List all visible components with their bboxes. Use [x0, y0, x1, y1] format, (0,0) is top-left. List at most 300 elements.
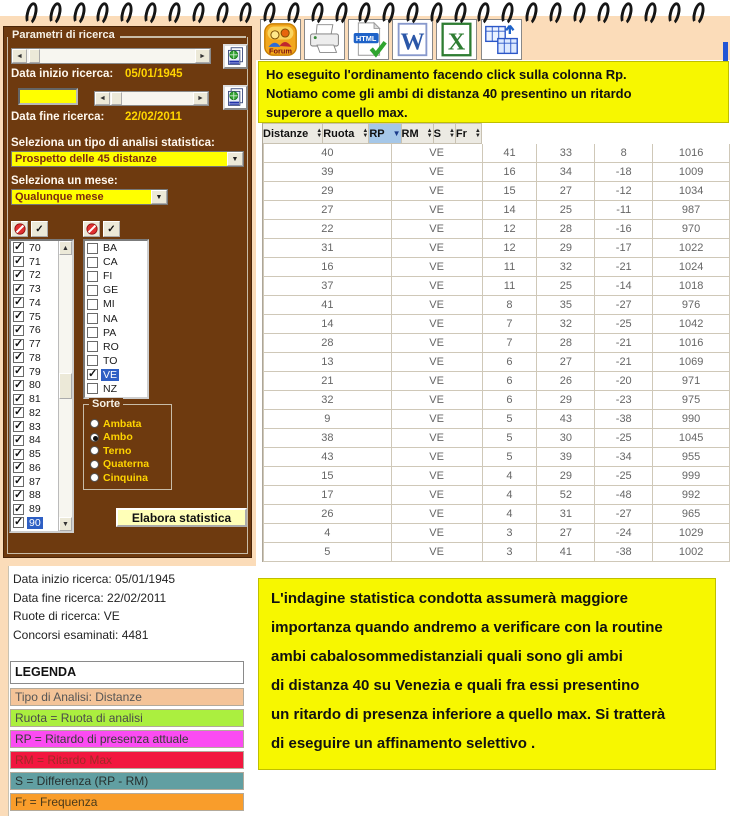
scrollbar-thumb[interactable]	[111, 92, 122, 105]
cell-rp: 8	[483, 296, 538, 315]
cell-rp: 11	[483, 277, 538, 296]
table-header-row	[263, 123, 730, 144]
table-row[interactable]	[263, 543, 730, 562]
radio-icon[interactable]	[90, 419, 99, 428]
legend-item: RM = Ritardo Max	[10, 751, 244, 769]
cell-ruota: VE	[392, 543, 483, 562]
wheel-label: VE	[103, 368, 118, 381]
pages-globe-icon	[225, 87, 246, 108]
wheel-label: CA	[103, 256, 118, 269]
number-label: 76	[29, 324, 41, 337]
radio-icon[interactable]	[90, 460, 99, 469]
cell-distanze: 31	[263, 239, 392, 258]
legend-title: LEGENDA	[10, 661, 244, 684]
wheel-label: PA	[103, 326, 117, 339]
cell-fr: 1029	[653, 524, 730, 543]
checkbox-icon[interactable]	[13, 284, 24, 295]
number-list-item[interactable]	[11, 324, 58, 338]
numbers-select-all-button[interactable]	[31, 221, 48, 237]
summary-line: Data inizio ricerca: 05/01/1945	[13, 572, 176, 586]
cell-distanze: 5	[263, 543, 392, 562]
number-list-item[interactable]	[11, 447, 58, 461]
checkbox-icon[interactable]	[87, 257, 98, 268]
number-label: 87	[29, 475, 41, 488]
cell-rp: 6	[483, 391, 538, 410]
column-header-label: Distanze	[263, 127, 309, 140]
wheel-list-item[interactable]	[85, 368, 147, 382]
cell-s: -16	[595, 220, 653, 239]
analysis-type-label: Seleziona un tipo di analisi statistica:	[11, 137, 215, 149]
table-body	[263, 144, 730, 562]
sorte-option[interactable]	[84, 444, 171, 458]
cell-rp: 6	[483, 353, 538, 372]
cell-ruota: VE	[392, 372, 483, 391]
wheel-list-item[interactable]	[85, 297, 147, 311]
cell-fr: 992	[653, 486, 730, 505]
table-row[interactable]	[263, 448, 730, 467]
wheels-deselect-all-button[interactable]	[83, 221, 100, 237]
cell-fr: 1045	[653, 429, 730, 448]
cell-s: -14	[595, 277, 653, 296]
table-row[interactable]	[263, 391, 730, 410]
cell-ruota: VE	[392, 182, 483, 201]
cell-rp: 5	[483, 410, 538, 429]
cell-distanze: 27	[263, 201, 392, 220]
cell-fr: 970	[653, 220, 730, 239]
number-list-item[interactable]	[11, 241, 58, 255]
wheel-list-item[interactable]	[85, 241, 147, 255]
column-header[interactable]	[263, 123, 323, 144]
checkbox-icon[interactable]	[87, 327, 98, 338]
column-header[interactable]	[434, 123, 456, 144]
spiral-binding	[0, 0, 730, 30]
scrollbar-track[interactable]	[59, 255, 72, 517]
checkbox-icon[interactable]	[13, 449, 24, 460]
number-list-item[interactable]	[11, 337, 58, 351]
table-row[interactable]	[263, 315, 730, 334]
scrollbar-thumb[interactable]	[59, 373, 72, 399]
svg-text:W: W	[400, 29, 425, 56]
column-header[interactable]	[456, 123, 482, 144]
start-date-label: Data inizio ricerca:	[11, 68, 114, 80]
checkbox-icon[interactable]	[13, 352, 24, 363]
checkbox-icon[interactable]	[13, 462, 24, 473]
checkbox-icon[interactable]	[13, 270, 24, 281]
number-label: 77	[29, 338, 41, 351]
cell-rm: 25	[537, 201, 595, 220]
cell-rp: 7	[483, 315, 538, 334]
number-list-item[interactable]	[11, 296, 58, 310]
cell-rp: 5	[483, 429, 538, 448]
number-label: 79	[29, 365, 41, 378]
cell-distanze: 14	[263, 315, 392, 334]
start-date-value: 05/01/1945	[125, 68, 183, 80]
wheels-listbox[interactable]	[83, 239, 149, 399]
number-label: 72	[29, 269, 41, 282]
cell-ruota: VE	[392, 220, 483, 239]
wheel-label: BA	[103, 242, 118, 255]
table-row[interactable]	[263, 220, 730, 239]
end-date-label: Data fine ricerca:	[11, 111, 105, 123]
cell-ruota: VE	[392, 315, 483, 334]
cell-s: -25	[595, 429, 653, 448]
number-label: 83	[29, 420, 41, 433]
cell-distanze: 15	[263, 467, 392, 486]
archive-button-2[interactable]	[223, 85, 248, 110]
date-input[interactable]	[18, 88, 78, 105]
note-line: Ho eseguito l'ordinamento facendo click sulla colonna Rp.	[266, 67, 627, 82]
cell-rm: 29	[537, 239, 595, 258]
wheel-list-item[interactable]	[85, 382, 147, 396]
cell-s: -21	[595, 258, 653, 277]
checkbox-icon[interactable]	[13, 242, 24, 253]
cell-ruota: VE	[392, 429, 483, 448]
checkbox-icon[interactable]	[13, 366, 24, 377]
month-value: Qualunque mese	[15, 191, 104, 203]
cell-distanze: 9	[263, 410, 392, 429]
legend-item: Ruota = Ruota di analisi	[10, 709, 244, 727]
column-header[interactable]	[402, 123, 434, 144]
analysis-type-dropdown[interactable]	[11, 151, 244, 167]
cell-rm: 35	[537, 296, 595, 315]
checkbox-icon[interactable]	[13, 407, 24, 418]
cell-rp: 14	[483, 201, 538, 220]
checkbox-icon[interactable]	[13, 325, 24, 336]
column-header[interactable]	[369, 123, 401, 144]
cell-ruota: VE	[392, 334, 483, 353]
start-date-scrollbar[interactable]	[11, 48, 211, 64]
sorte-groupbox	[83, 398, 172, 490]
block-icon	[14, 223, 26, 235]
cell-fr: 1016	[653, 144, 730, 163]
number-list-item[interactable]	[11, 282, 58, 296]
end-date-value: 22/02/2011	[125, 111, 182, 123]
sort-both-icon: ▲ ▼	[362, 127, 369, 139]
table-row[interactable]	[263, 277, 730, 296]
checkbox-icon[interactable]	[13, 394, 24, 405]
wheel-label: RO	[103, 340, 119, 353]
wheel-list-item[interactable]	[85, 340, 147, 354]
parameters-panel	[3, 26, 252, 558]
number-list-item[interactable]	[11, 269, 58, 283]
table-row[interactable]	[263, 467, 730, 486]
check-icon: ✓	[107, 223, 116, 235]
annotation-note-bottom	[258, 578, 716, 770]
cell-distanze: 22	[263, 220, 392, 239]
table-row[interactable]	[263, 182, 730, 201]
scroll-down-arrow-icon[interactable]: ▼	[59, 517, 72, 531]
table-row[interactable]	[263, 486, 730, 505]
cell-distanze: 37	[263, 277, 392, 296]
wheel-list-item[interactable]	[85, 283, 147, 297]
sorte-option[interactable]	[84, 458, 171, 472]
checkbox-icon[interactable]	[87, 285, 98, 296]
checkbox-icon[interactable]	[13, 380, 24, 391]
groupbox-line	[120, 36, 246, 38]
number-label: 82	[29, 406, 41, 419]
wheel-list-item[interactable]	[85, 269, 147, 283]
cell-distanze: 41	[263, 296, 392, 315]
results-table	[262, 123, 730, 562]
checkbox-icon[interactable]	[87, 355, 98, 366]
sorte-title: Sorte	[89, 398, 123, 410]
numbers-scrollbar[interactable]	[58, 241, 72, 531]
scroll-right-arrow-icon[interactable]: ►	[195, 49, 210, 63]
checkbox-icon[interactable]	[13, 256, 24, 267]
sorte-option-label: Cinquina	[103, 471, 148, 484]
number-label: 89	[29, 503, 41, 516]
cell-rm: 29	[537, 467, 595, 486]
number-label: 90	[29, 516, 41, 529]
table-row[interactable]	[263, 410, 730, 429]
cell-rp: 41	[483, 144, 538, 163]
cell-ruota: VE	[392, 467, 483, 486]
number-list-item[interactable]	[11, 489, 58, 503]
cell-s: -21	[595, 334, 653, 353]
number-list-item[interactable]	[11, 434, 58, 448]
cell-fr: 1018	[653, 277, 730, 296]
number-list-item[interactable]	[11, 379, 58, 393]
cell-s: -48	[595, 486, 653, 505]
checkbox-icon[interactable]	[13, 421, 24, 432]
cell-fr: 965	[653, 505, 730, 524]
scroll-up-arrow-icon[interactable]: ▲	[59, 241, 72, 255]
number-list-item[interactable]	[11, 310, 58, 324]
table-row[interactable]	[263, 239, 730, 258]
cell-rp: 3	[483, 543, 538, 562]
legend-item: Tipo di Analisi: Distanze	[10, 688, 244, 706]
cell-rm: 31	[537, 505, 595, 524]
cell-fr: 1069	[653, 353, 730, 372]
number-list-item[interactable]	[11, 516, 58, 530]
end-date-scrollbar[interactable]	[94, 91, 209, 106]
cell-fr: 1034	[653, 182, 730, 201]
checkbox-icon[interactable]	[87, 299, 98, 310]
column-header-label: Ruota	[323, 127, 355, 140]
radio-icon[interactable]	[90, 433, 99, 442]
legend-item: S = Differenza (RP - RM)	[10, 772, 244, 790]
checkbox-icon[interactable]	[87, 383, 98, 394]
cell-distanze: 16	[263, 258, 392, 277]
column-header-label: Fr	[455, 127, 467, 140]
number-label: 84	[29, 434, 41, 447]
scroll-right-arrow-icon[interactable]: ►	[193, 92, 208, 105]
column-header[interactable]	[323, 123, 369, 144]
block-icon	[86, 223, 98, 235]
cell-rm: 32	[537, 258, 595, 277]
cell-rm: 27	[537, 182, 595, 201]
checkbox-icon[interactable]	[13, 517, 24, 528]
sort-both-icon: ▲ ▼	[448, 127, 455, 139]
number-list-item[interactable]	[11, 475, 58, 489]
scrollbar-track[interactable]	[110, 92, 193, 105]
sort-both-icon: ▲ ▼	[316, 127, 323, 139]
note-line: importanza quando andremo a verificare con la routine	[271, 619, 663, 636]
number-label: 73	[29, 283, 41, 296]
table-row[interactable]	[263, 353, 730, 372]
radio-icon[interactable]	[90, 473, 99, 482]
scrollbar-thumb[interactable]	[29, 49, 40, 63]
note-line: un ritardo di presenza inferiore a quello max. Si tratterà	[271, 706, 666, 723]
cell-ruota: VE	[392, 448, 483, 467]
sorte-option-label: Ambo	[103, 431, 133, 444]
cell-fr: 1009	[653, 163, 730, 182]
sorte-option-label: Terno	[103, 444, 132, 457]
number-list-item[interactable]	[11, 420, 58, 434]
cell-s: -25	[595, 467, 653, 486]
cell-ruota: VE	[392, 258, 483, 277]
table-row[interactable]	[263, 144, 730, 163]
scroll-left-arrow-icon[interactable]: ◄	[12, 49, 27, 63]
checkbox-icon[interactable]	[87, 271, 98, 282]
cell-fr: 999	[653, 467, 730, 486]
number-label: 81	[29, 393, 41, 406]
table-row[interactable]	[263, 296, 730, 315]
page-left-strip	[0, 566, 9, 816]
cell-distanze: 26	[263, 505, 392, 524]
number-list-item[interactable]	[11, 502, 58, 516]
table-row[interactable]	[263, 524, 730, 543]
number-list-item[interactable]	[11, 255, 58, 269]
cell-s: -38	[595, 543, 653, 562]
cell-s: -24	[595, 524, 653, 543]
number-label: 74	[29, 296, 41, 309]
cell-fr: 975	[653, 391, 730, 410]
table-row[interactable]	[263, 372, 730, 391]
checkbox-icon[interactable]	[13, 476, 24, 487]
archive-button[interactable]	[223, 44, 248, 69]
number-list-item[interactable]	[11, 351, 58, 365]
summary-line: Data fine ricerca: 22/02/2011	[13, 590, 167, 605]
cell-rm: 27	[537, 524, 595, 543]
elabora-statistica-button[interactable]: Elabora statistica	[116, 508, 247, 527]
cell-fr: 1022	[653, 239, 730, 258]
sort-desc-icon: ▼	[392, 129, 401, 138]
cell-rm: 52	[537, 486, 595, 505]
wheels-select-all-button[interactable]	[103, 221, 120, 237]
number-label: 78	[29, 351, 41, 364]
cell-s: -27	[595, 505, 653, 524]
cell-s: -38	[595, 410, 653, 429]
note-line: superore a quello max.	[266, 105, 408, 120]
cell-rm: 41	[537, 543, 595, 562]
pages-globe-icon	[225, 46, 246, 67]
annotation-note-top	[258, 61, 729, 123]
cell-fr: 955	[653, 448, 730, 467]
cell-fr: 1042	[653, 315, 730, 334]
table-row[interactable]	[263, 201, 730, 220]
cell-rm: 30	[537, 429, 595, 448]
checkbox-icon[interactable]	[87, 243, 98, 254]
svg-text:X: X	[447, 29, 466, 56]
radio-icon[interactable]	[90, 446, 99, 455]
sorte-option[interactable]	[84, 417, 171, 431]
cell-rp: 7	[483, 334, 538, 353]
checkbox-icon[interactable]	[87, 369, 98, 380]
sorte-option[interactable]	[84, 471, 171, 485]
cell-fr: 1016	[653, 334, 730, 353]
cell-s: 8	[595, 144, 653, 163]
checkbox-icon[interactable]	[13, 297, 24, 308]
table-row[interactable]	[263, 258, 730, 277]
note-line: di eseguire un affinamento selettivo .	[271, 735, 536, 752]
cell-fr: 987	[653, 201, 730, 220]
wheel-label: NA	[103, 312, 118, 325]
cell-ruota: VE	[392, 391, 483, 410]
number-list-item[interactable]	[11, 461, 58, 475]
checkbox-icon[interactable]	[87, 341, 98, 352]
number-label: 71	[29, 255, 41, 268]
number-list-item[interactable]	[11, 406, 58, 420]
cell-rm: 25	[537, 277, 595, 296]
checkbox-icon[interactable]	[13, 504, 24, 515]
cell-ruota: VE	[392, 524, 483, 543]
cell-distanze: 39	[263, 163, 392, 182]
cell-rm: 43	[537, 410, 595, 429]
checkbox-icon[interactable]	[13, 339, 24, 350]
cell-rm: 27	[537, 353, 595, 372]
table-row[interactable]	[263, 334, 730, 353]
scrollbar-track[interactable]	[27, 49, 195, 63]
number-list-item[interactable]	[11, 365, 58, 379]
number-list-item[interactable]	[11, 392, 58, 406]
table-row[interactable]	[263, 505, 730, 524]
numbers-listbox[interactable]	[9, 239, 74, 533]
checkbox-icon[interactable]	[87, 313, 98, 324]
wheel-list-item[interactable]	[85, 311, 147, 325]
checkbox-icon[interactable]	[13, 490, 24, 501]
cell-rp: 3	[483, 524, 538, 543]
sorte-option[interactable]	[84, 431, 171, 445]
wheel-list-item[interactable]	[85, 354, 147, 368]
chevron-down-icon[interactable]: ▼	[151, 190, 167, 204]
checkbox-icon[interactable]	[13, 311, 24, 322]
month-label: Seleziona un mese:	[11, 175, 118, 187]
note-line: di distanza 40 su Venezia e quali fra essi presentino	[271, 677, 640, 694]
cell-s: -27	[595, 296, 653, 315]
cell-s: -17	[595, 239, 653, 258]
panel-title: Parametri di ricerca	[12, 29, 115, 41]
wheel-list-item[interactable]	[85, 255, 147, 269]
cell-rm: 33	[537, 144, 595, 163]
scroll-left-arrow-icon[interactable]: ◄	[95, 92, 110, 105]
cell-distanze: 17	[263, 486, 392, 505]
month-dropdown[interactable]	[11, 189, 168, 205]
cell-rm: 29	[537, 391, 595, 410]
cell-rp: 6	[483, 372, 538, 391]
svg-text:Forum: Forum	[269, 46, 292, 56]
cell-distanze: 29	[263, 182, 392, 201]
analysis-type-value: Prospetto delle 45 distanze	[15, 153, 157, 165]
wheel-list-item[interactable]	[85, 326, 147, 340]
number-label: 75	[29, 310, 41, 323]
cell-rp: 16	[483, 163, 538, 182]
numbers-deselect-all-button[interactable]	[11, 221, 28, 237]
table-row[interactable]	[263, 429, 730, 448]
checkbox-icon[interactable]	[13, 435, 24, 446]
chevron-down-icon[interactable]: ▼	[227, 152, 243, 166]
table-row[interactable]	[263, 163, 730, 182]
cell-distanze: 13	[263, 353, 392, 372]
cell-distanze: 43	[263, 448, 392, 467]
summary-line: Concorsi esaminati: 4481	[13, 627, 149, 642]
cell-ruota: VE	[392, 505, 483, 524]
wheel-label: GE	[103, 284, 119, 297]
cell-s: -12	[595, 182, 653, 201]
column-header-label: RM	[401, 127, 419, 140]
cell-s: -11	[595, 201, 653, 220]
wheel-label: MI	[103, 298, 115, 311]
